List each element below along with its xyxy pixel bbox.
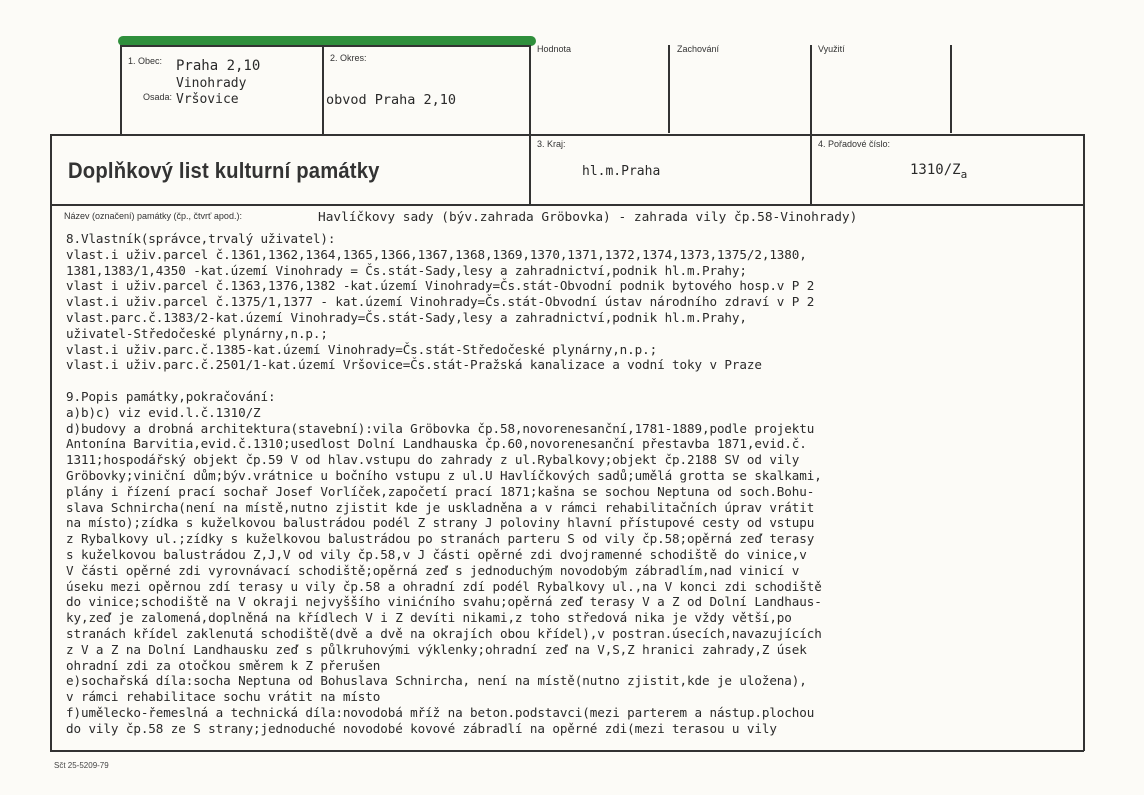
vyuziti-label: Využití	[818, 44, 845, 54]
body-line: a)b)c) viz evid.l.č.1310/Z	[66, 404, 261, 420]
hodnota-label: Hodnota	[537, 44, 572, 54]
osada-label: Osada:	[143, 92, 173, 102]
rule	[50, 204, 1084, 206]
obec-label: 1. Obec:	[128, 56, 163, 66]
body-line: do vinice;schodiště na V okraji nejvyššího vinićního svahu;opěrná zeď terasy V a Z od Dolní Landhaus-	[66, 594, 822, 610]
body-line: vlast.i uživ.parcel č.1361,1362,1364,1365,1366,1367,1368,1369,1370,1371,1372,1374,1373,1375/2,1380,	[66, 246, 807, 262]
osada-value-1: Vinohrady	[176, 76, 247, 91]
body-line: vlast.i uživ.parcel č.1375/1,1377 - kat.území Vinohrady=Čs.stát-Obvodní ústav národního zdraví v P 2	[66, 294, 815, 310]
rule	[1083, 134, 1085, 751]
nazev-value: Havlíčkovy sady (býv.zahrada Gröbovka) - zahrada vily čp.58-Vinohrady)	[318, 210, 858, 225]
body-line: ky,zeď je zalomená,doplněná na křídlech V i Z devíti nikami,z toho středová nika je vždy větší,po	[66, 610, 792, 626]
rule	[50, 750, 1084, 752]
osada-value-2: Vršovice	[176, 92, 239, 107]
form-code: Sčt 25-5209-79	[54, 761, 109, 770]
body-line: Antonína Barvitia,evid.č.1310;usedlost Dolní Landhauska čp.60,novorenesanční přestavba 1871,evid.č.	[66, 436, 807, 452]
body-line: úseku mezi opěrnou zdí terasy u vily čp.58 a ohradní zdí podél Rybalkovy ul.,na V konci zdi schodiště	[66, 578, 822, 594]
body-line: f)umělecko-řemeslná a technická díla:novodobá mříž na beton.podstavci(mezi parterem a nástup.plochou	[66, 705, 815, 720]
body-line: v rámci rehabilitace sochu vrátit na místo	[66, 689, 381, 705]
body-line: e)sochařská díla:socha Neptuna od Bohuslava Schnircha, není na místě(nutno zjistit,kde je uložena),	[66, 673, 807, 689]
page-title: Doplňkový list kulturní památky	[68, 158, 380, 183]
body-line: ohradní zdi za otočkou směrem k Z přerušen	[66, 657, 381, 673]
body-line: z V a Z na Dolní Landhausku zeď s půlkruhovými výklenky;ohradní zeď na V,S,Z hranici zahrady,Z úsek	[66, 641, 807, 657]
rule	[322, 45, 324, 135]
body-line: stranách křídel zaklenutá schodiště(dvě a dvě na okrajích obou křídel),v postran.úsecích,navazujících	[66, 626, 822, 641]
poradove-label: 4. Pořadové číslo:	[818, 139, 891, 149]
poradove-value: $1310/Z_a$	[910, 162, 968, 181]
obec-value: Praha 2,10	[176, 58, 261, 74]
body-line: uživatel-Středočeské plynárny,n.p.;	[66, 325, 328, 341]
kraj-value: hl.m.Praha	[582, 164, 661, 179]
okres-value: obvod Praha 2,10	[326, 92, 457, 108]
kraj-label: 3. Kraj:	[537, 139, 566, 149]
rule	[810, 45, 812, 205]
nazev-label: Název (označení) památky (čp., čtvrť apod.):	[64, 211, 242, 221]
body-line: slava Schnircha(není na místě,nutno zjistit kde je uskladněna a v rámci rehabilitačních úprav vrátit	[66, 499, 815, 515]
zachovani-label: Zachování	[677, 44, 720, 54]
body-line: z Rybalkovy ul.;zídky s kuželkovou balustrádou po stranách parteru S od vily čp.58;opěrná zeď terasy	[66, 531, 815, 547]
rule	[50, 134, 52, 751]
rule	[950, 45, 952, 133]
body-line: vlast.i uživ.parc.č.1385-kat.území Vinohrady=Čs.stát-Středočeské plynárny,n.p.;	[66, 341, 658, 357]
body-line: 1311;hospodářský objekt čp.59 V od hlav.vstupu do zahrady z ul.Rybalkovy;objekt čp.2188 SV od vily	[66, 452, 800, 468]
body-line: do vily čp.58 ze S strany;jednoduché novodobé kovové zábradlí na opěrné zdi(mezi terasou u vily	[66, 720, 777, 736]
rule	[120, 45, 530, 47]
body-line: 8.Vlastník(správce,trvalý uživatel):	[66, 231, 336, 246]
body-line: 1381,1383/1,4350 -kat.území Vinohrady = Čs.stát-Sady,lesy a zahradnictví,podnik hl.m.Prahy;	[66, 262, 747, 278]
rule	[120, 45, 122, 135]
body-line: vlast.parc.č.1383/2-kat.území Vinohrady=Čs.stát-Sady,lesy a zahradnictví,podnik hl.m.Prahy,	[66, 310, 747, 325]
rule	[50, 134, 1084, 136]
body-line: plány i řízení prací sochař Josef Vorlíček,započetí prací 1871;kašna se sochou Neptuna od soch.Bohu-	[66, 483, 815, 499]
rule	[529, 45, 531, 205]
body-line: vlast.i uživ.parc.č.2501/1-kat.území Vršovice=Čs.stát-Pražská kanalizace a vodní toky v Praze	[66, 357, 762, 373]
body-line: vlast i uživ.parcel č.1363,1376,1382 -kat.území Vinohrady=Čs.stát-Obvodní podnik bytového hosp.v P 2	[66, 278, 815, 294]
body-line: na místo);zídka s kuželkovou balustrádou podél Z strany J poloviny hlavní přístupové cesty od vstupu	[66, 515, 815, 531]
rule	[668, 45, 670, 133]
body-line: Gröbovky;viniční dům;býv.vrátnice u bočního vstupu z ul.U Havlíčkových sadů;umělá grotta se skalkami,	[66, 468, 822, 483]
body-line: s kuželkovou balustrádou Z,J,V od vily čp.58,v J části opěrné zdi dvojramenné schodiště do vinice,v	[66, 547, 807, 562]
okres-label: 2. Okres:	[330, 53, 367, 63]
body-line: d)budovy a drobná architektura(stavební):vila Gröbovka čp.58,novorenesanční,1781-1889,podle projektu	[66, 420, 815, 436]
body-line: 9.Popis památky,pokračování:	[66, 389, 276, 404]
body-line: V části opěrné zdi vyrovnávací schodiště;opěrná zeď s jednoduchým novodobým zábradlím,nad vinicí v	[66, 562, 800, 578]
